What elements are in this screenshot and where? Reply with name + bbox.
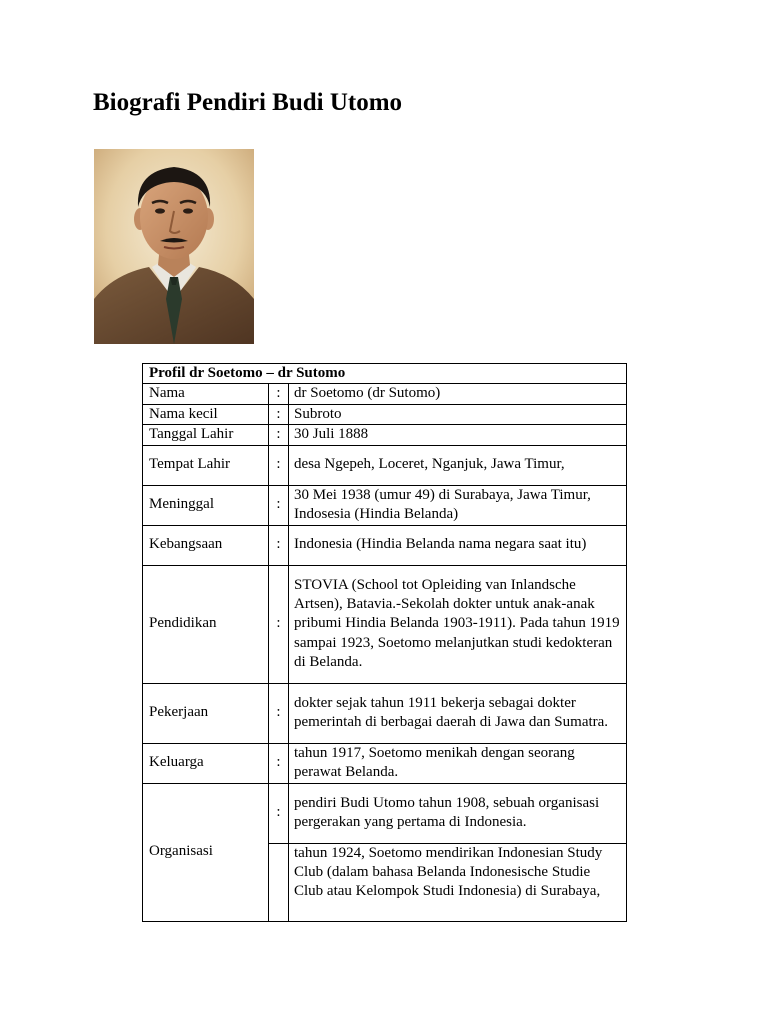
row-label: Nama kecil: [143, 404, 269, 424]
row-label: Tanggal Lahir: [143, 425, 269, 445]
table-row: [143, 485, 627, 525]
row-separator: :: [269, 565, 289, 683]
row-label: Pendidikan: [143, 565, 269, 683]
portrait-photo-icon: [94, 149, 254, 344]
row-label: Meninggal: [143, 485, 269, 525]
table-row: [143, 743, 627, 783]
row-label: Tempat Lahir: [143, 445, 269, 485]
table-row: [143, 404, 627, 424]
portrait-image: [94, 149, 254, 344]
table-row: [143, 525, 627, 565]
row-value: desa Ngepeh, Loceret, Nganjuk, Jawa Timur,: [289, 445, 627, 485]
row-label: Organisasi: [143, 783, 269, 921]
table-row: [143, 783, 627, 843]
table-row: [143, 384, 627, 404]
table-row: [143, 425, 627, 445]
row-value: dr Soetomo (dr Sutomo): [289, 384, 627, 404]
profile-table: [142, 363, 627, 922]
table-row: [143, 683, 627, 743]
row-separator: :: [269, 783, 289, 843]
table-header-row: [143, 364, 627, 384]
row-separator: :: [269, 683, 289, 743]
row-separator: :: [269, 404, 289, 424]
table-header: Profil dr Soetomo – dr Sutomo: [143, 364, 627, 384]
row-value: tahun 1924, Soetomo mendirikan Indonesian Study Club (dalam bahasa Belanda Indonesische Studie Club atau Kelompok Studi Indonesia) di Surabaya,: [289, 843, 627, 921]
row-value: Subroto: [289, 404, 627, 424]
row-separator-empty: [269, 843, 289, 921]
row-value: pendiri Budi Utomo tahun 1908, sebuah organisasi pergerakan yang pertama di Indonesia.: [289, 783, 627, 843]
page-title: Biografi Pendiri Budi Utomo: [93, 89, 403, 116]
row-value: tahun 1917, Soetomo menikah dengan seorang perawat Belanda.: [289, 743, 627, 783]
row-label: Pekerjaan: [143, 683, 269, 743]
row-value: 30 Mei 1938 (umur 49) di Surabaya, Jawa Timur, Indosesia (Hindia Belanda): [289, 485, 627, 525]
row-value: Indonesia (Hindia Belanda nama negara saat itu): [289, 525, 627, 565]
row-separator: :: [269, 743, 289, 783]
row-label: Nama: [143, 384, 269, 404]
row-separator: :: [269, 445, 289, 485]
row-separator: :: [269, 425, 289, 445]
row-separator: :: [269, 525, 289, 565]
row-label: Keluarga: [143, 743, 269, 783]
row-separator: :: [269, 384, 289, 404]
row-value: dokter sejak tahun 1911 bekerja sebagai dokter pemerintah di berbagai daerah di Jawa dan Sumatra.: [289, 683, 627, 743]
row-label: Kebangsaan: [143, 525, 269, 565]
row-value: STOVIA (School tot Opleiding van Inlandsche Artsen), Batavia.-Sekolah dokter untuk anak-anak pribumi Hindia Belanda 1903-1911). Pada tahun 1919 sampai 1923, Soetomo melanjutkan studi kedokteran di Belanda.: [289, 565, 627, 683]
row-value: 30 Juli 1888: [289, 425, 627, 445]
table-row: [143, 445, 627, 485]
table-row: [143, 565, 627, 683]
row-separator: :: [269, 485, 289, 525]
